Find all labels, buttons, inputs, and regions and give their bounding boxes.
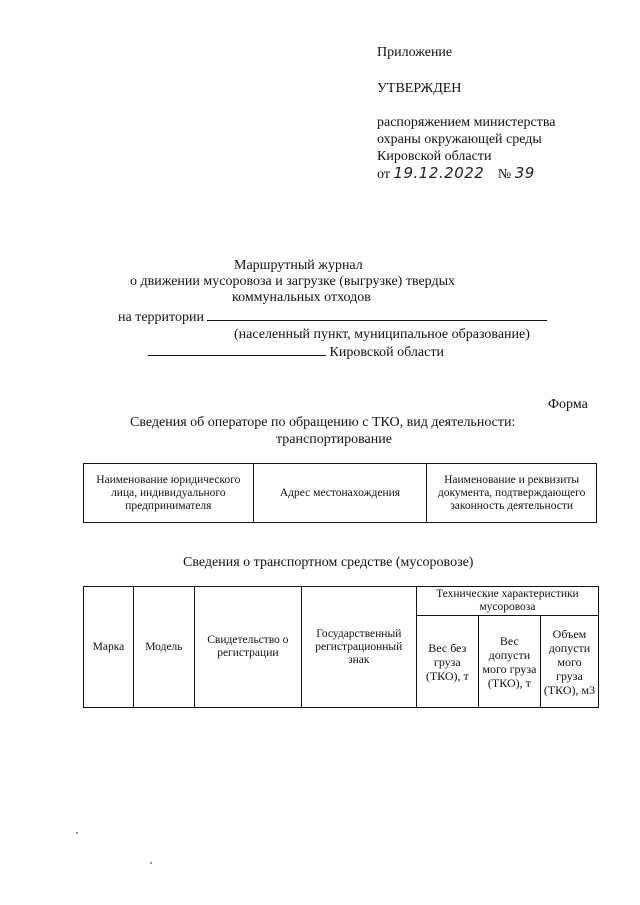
journal-title-line-1: Маршрутный журнал [234, 258, 363, 273]
vehicle-table-header-row-1 [84, 587, 599, 616]
district-blank [148, 343, 326, 356]
vehicle-col-model: Модель [133, 587, 194, 708]
territory-blank [207, 308, 547, 321]
vehicle-table [83, 586, 599, 708]
journal-title-line-3: коммунальных отходов [232, 290, 371, 305]
territory-line [118, 308, 547, 326]
approval-line-2: охраны окружающей среды [377, 132, 542, 147]
approved-label: УТВЕРЖДЕН [377, 81, 462, 96]
date-prefix: от [377, 167, 390, 182]
vehicle-col-registration: Свидетельство о регистрации [194, 587, 301, 708]
form-label: Форма [548, 397, 588, 412]
journal-title-line-2: о движении мусоровоза и загрузке (выгрузке) твердых [130, 274, 456, 289]
scan-speck [76, 832, 78, 834]
operator-col-document: Наименование и реквизиты документа, подтверждающего законность деятельности [427, 464, 597, 523]
approval-line-1: распоряжением министерства [377, 115, 556, 130]
handwritten-number: 39 [514, 164, 535, 182]
scan-speck [150, 862, 152, 864]
vehicle-col-allowed-volume: Объем допусти мого груза (ТКО), м3 [540, 616, 598, 708]
operator-col-address: Адрес местонахождения [253, 464, 427, 523]
territory-hint: (населенный пункт, муниципальное образование) [234, 327, 530, 342]
operator-table-header-row [84, 464, 597, 523]
number-prefix: № [497, 167, 512, 182]
vehicle-col-tech-group: Технические характеристики мусоровоза [416, 587, 598, 616]
vehicle-section-title: Сведения о транспортном средстве (мусоровозе) [183, 555, 474, 570]
vehicle-col-weight: Вес без груза (ТКО), т [416, 616, 478, 708]
vehicle-col-allowed-weight: Вес допусти мого груза (ТКО), т [478, 616, 540, 708]
vehicle-col-brand: Марка [84, 587, 134, 708]
operator-section-title-2: транспортирование [276, 432, 392, 447]
region-label: Кировской области [329, 345, 444, 360]
operator-section-title-1: Сведения об операторе по обращению с ТКО, вид деятельности: [130, 415, 516, 430]
vehicle-col-state-sign: Государственный регистрационный знак [301, 587, 416, 708]
operator-table [83, 463, 597, 523]
approval-line-3: Кировской области [377, 149, 492, 164]
region-line [148, 343, 444, 361]
appendix-label: Приложение [377, 45, 453, 60]
territory-label: на территории [118, 310, 204, 325]
handwritten-date: 19.12.2022 [393, 164, 485, 182]
approval-date-line [377, 165, 535, 183]
operator-col-name: Наименование юридического лица, индивидуального предпринимателя [84, 464, 254, 523]
